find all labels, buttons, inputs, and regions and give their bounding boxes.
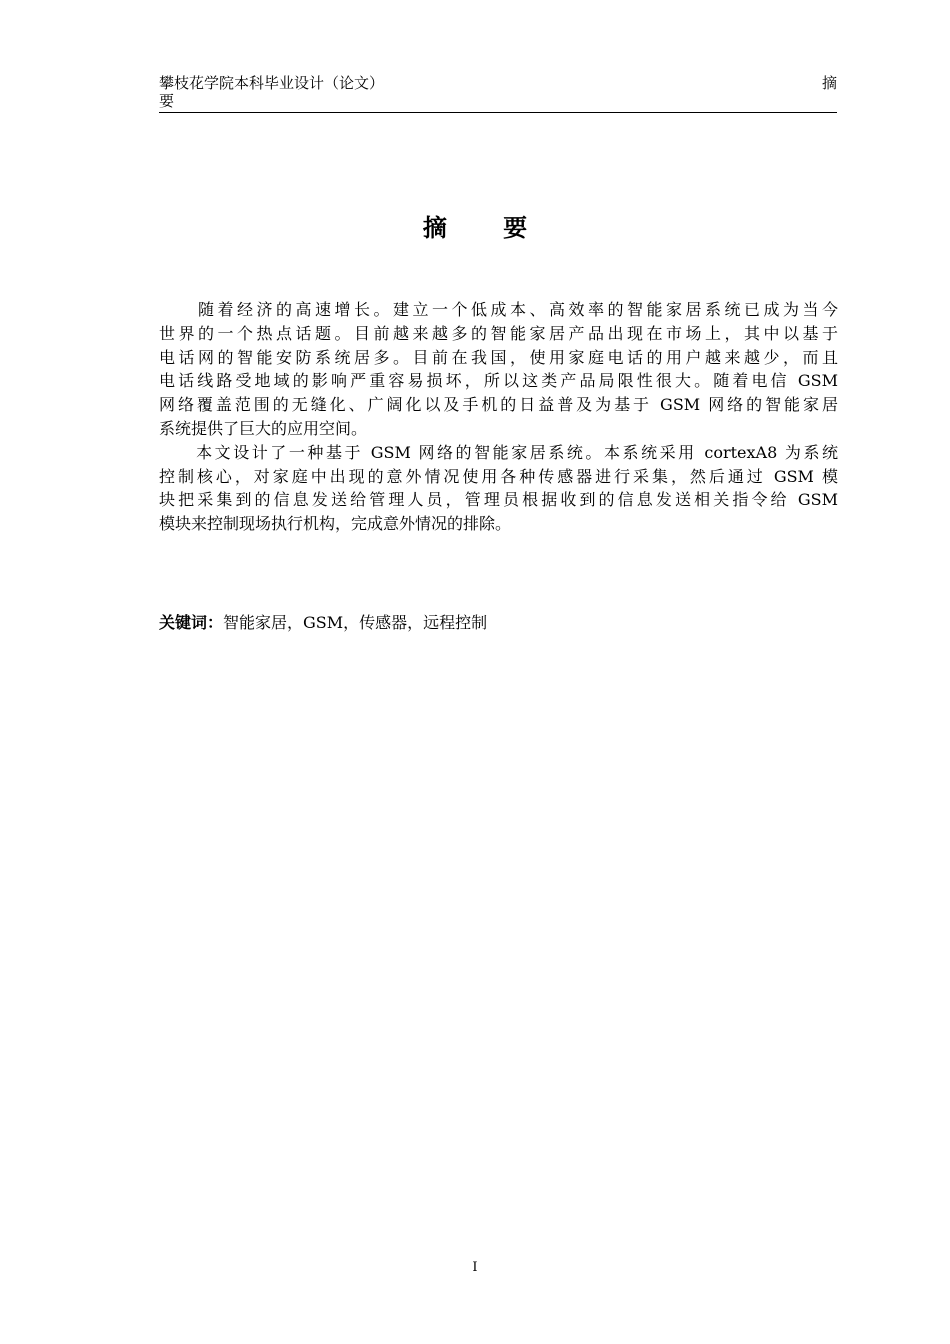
text-line: 控制核心，对家庭中出现的意外情况使用各种传感器进行采集，然后通过 GSM 模 <box>159 466 838 486</box>
keywords-line <box>159 611 487 635</box>
text-line: 电话网的智能安防系统居多。目前在我国，使用家庭电话的用户越来越少，而且 <box>159 347 838 367</box>
header-section-name: 摘 <box>821 74 837 92</box>
text-line: 电话线路受地域的影响严重容易损坏，所以这类产品局限性很大。随着电信 GSM <box>159 371 838 391</box>
text-line: 世界的一个热点话题。目前越来越多的智能家居产品出现在市场上，其中以基于 <box>159 323 838 343</box>
abstract-paragraph-1 <box>159 298 838 441</box>
keywords-value: 智能家居，GSM，传感器，远程控制 <box>223 613 488 632</box>
keywords-label: 关键词： <box>159 613 224 632</box>
header-section-name-wrap: 要 <box>159 92 175 110</box>
text-line: 本文设计了一种基于 GSM 网络的智能家居系统。本系统采用 cortexA8 为系统 <box>159 442 838 462</box>
text-line: 块把采集到的信息发送给管理人员，管理员根据收到的信息发送相关指令给 GSM <box>159 490 838 510</box>
header-school-title: 攀枝花学院本科毕业设计（论文） <box>159 74 385 92</box>
text-line: 网络覆盖范围的无缝化、广阔化以及手机的日益普及为基于 GSM 网络的智能家居 <box>159 395 838 415</box>
text-line: 随着经济的高速增长。建立一个低成本、高效率的智能家居系统已成为当今 <box>159 300 838 319</box>
page-header <box>159 72 837 113</box>
abstract-paragraph-2 <box>159 441 838 536</box>
text-line: 模块来控制现场执行机构，完成意外情况的排除。 <box>159 514 512 534</box>
text-line: 系统提供了巨大的应用空间。 <box>159 418 368 438</box>
page-number: I <box>472 1260 478 1275</box>
page-title: 摘 要 <box>422 214 552 242</box>
abstract-body <box>159 298 838 536</box>
